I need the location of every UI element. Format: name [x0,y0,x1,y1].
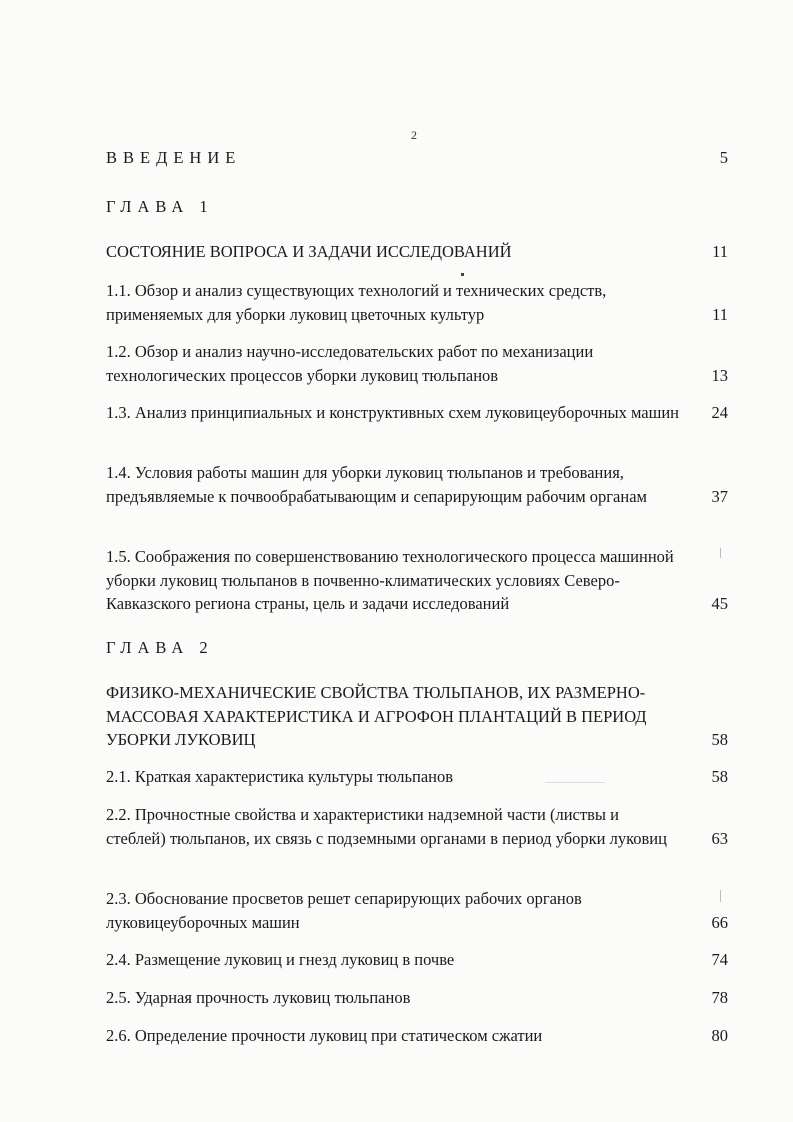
scan-speck [461,273,464,276]
page-number: 2 [411,128,417,142]
toc-entry-1-3[interactable] [106,401,728,425]
toc-entry-page: 58 [711,767,728,786]
toc-entry-text: 2.6. Определение прочности луковиц при статическом сжатии [106,1026,543,1045]
chapter-1-label: ГЛАВА 1 [106,197,214,216]
toc-entry-text: 1.3. Анализ принципиальных и конструктивных схем луковицеуборочных машин [106,403,679,422]
toc-entry-page: 24 [711,403,728,422]
scan-speck [720,548,721,558]
toc-entry-page: 11 [712,304,728,324]
toc-entry-1-2[interactable] [106,340,728,387]
toc-entry-text: ФИЗИКО-МЕХАНИЧЕСКИЕ СВОЙСТВА ТЮЛЬПАНОВ, ИХ РАЗМЕРНО-МАССОВАЯ ХАРАКТЕРИСТИКА И АГРОФОН ПЛАНТАЦИЙ В ПЕРИОД УБОРКИ ЛУКОВИЦ [106,683,647,749]
toc-entry-page: 45 [711,594,728,613]
toc-entry-page: 78 [711,988,728,1007]
toc-entry-text: 2.2. Прочностные свойства и характеристики надземной части (листвы и стеблей) тюльпанов, их связь с подземными органами в период уборки луковиц [106,805,667,848]
toc-entry-intro[interactable] [106,146,728,170]
toc-entry-text: 2.5. Ударная прочность луковиц тюльпанов [106,988,411,1007]
toc-entry-2-6[interactable] [106,1024,728,1048]
toc-entry-chapter-1-title[interactable] [106,240,728,264]
toc-entry-chapter-2-title[interactable] [106,681,728,752]
chapter-2-label: ГЛАВА 2 [106,638,214,657]
toc-entry-page: 5 [719,148,728,167]
toc-entry-2-3[interactable] [106,887,728,934]
toc-entry-page: 58 [711,730,728,749]
toc-entry-1-4[interactable] [106,461,728,508]
toc-entry-page: 63 [711,828,728,848]
scan-speck [720,890,721,902]
toc-entry-text: 2.3. Обоснование просветов решет сепарирующих рабочих органов луковицеуборочных машин [106,889,582,932]
toc-entry-text: 1.2. Обзор и анализ научно-исследовательских работ по механизации технологических процессов уборки луковиц тюльпанов [106,342,594,385]
toc-entry-text: 1.4. Условия работы машин для уборки луковиц тюльпанов и требования, предъявляемые к почвообрабатывающим и сепарирующим рабочим органам [106,463,647,506]
toc-entry-1-1[interactable] [106,279,728,326]
toc-entry-text: 2.4. Размещение луковиц и гнезд луковиц в почве [106,950,455,969]
toc-entry-text: 2.1. Краткая характеристика культуры тюльпанов [106,767,454,786]
toc-entry-text: ВВЕДЕНИЕ [106,148,242,167]
toc-entry-text: СОСТОЯНИЕ ВОПРОСА И ЗАДАЧИ ИССЛЕДОВАНИЙ [106,242,512,261]
toc-entry-text: 1.1. Обзор и анализ существующих технологий и технических средств, применяемых для уборки луковиц цветочных культур [106,281,607,324]
toc-entry-page: 80 [711,1026,728,1045]
toc-entry-page: 37 [711,486,728,506]
toc-entry-page: 11 [712,242,728,261]
scan-speck [545,782,605,783]
toc-entry-page: 66 [711,912,728,932]
toc-entry-2-5[interactable] [106,986,728,1010]
toc-entry-1-5[interactable] [106,545,728,616]
toc-entry-2-4[interactable] [106,948,728,972]
toc-entry-2-2[interactable] [106,803,728,850]
toc-entry-page: 74 [711,950,728,969]
toc-entry-2-1[interactable] [106,765,728,789]
toc-entry-text: 1.5. Соображения по совершенствованию технологического процесса машинной уборки луковиц тюльпанов в почвенно-климатических условиях Северо-Кавказского региона страны, цель и задачи исследований [106,547,674,613]
toc-entry-page: 13 [711,365,728,385]
